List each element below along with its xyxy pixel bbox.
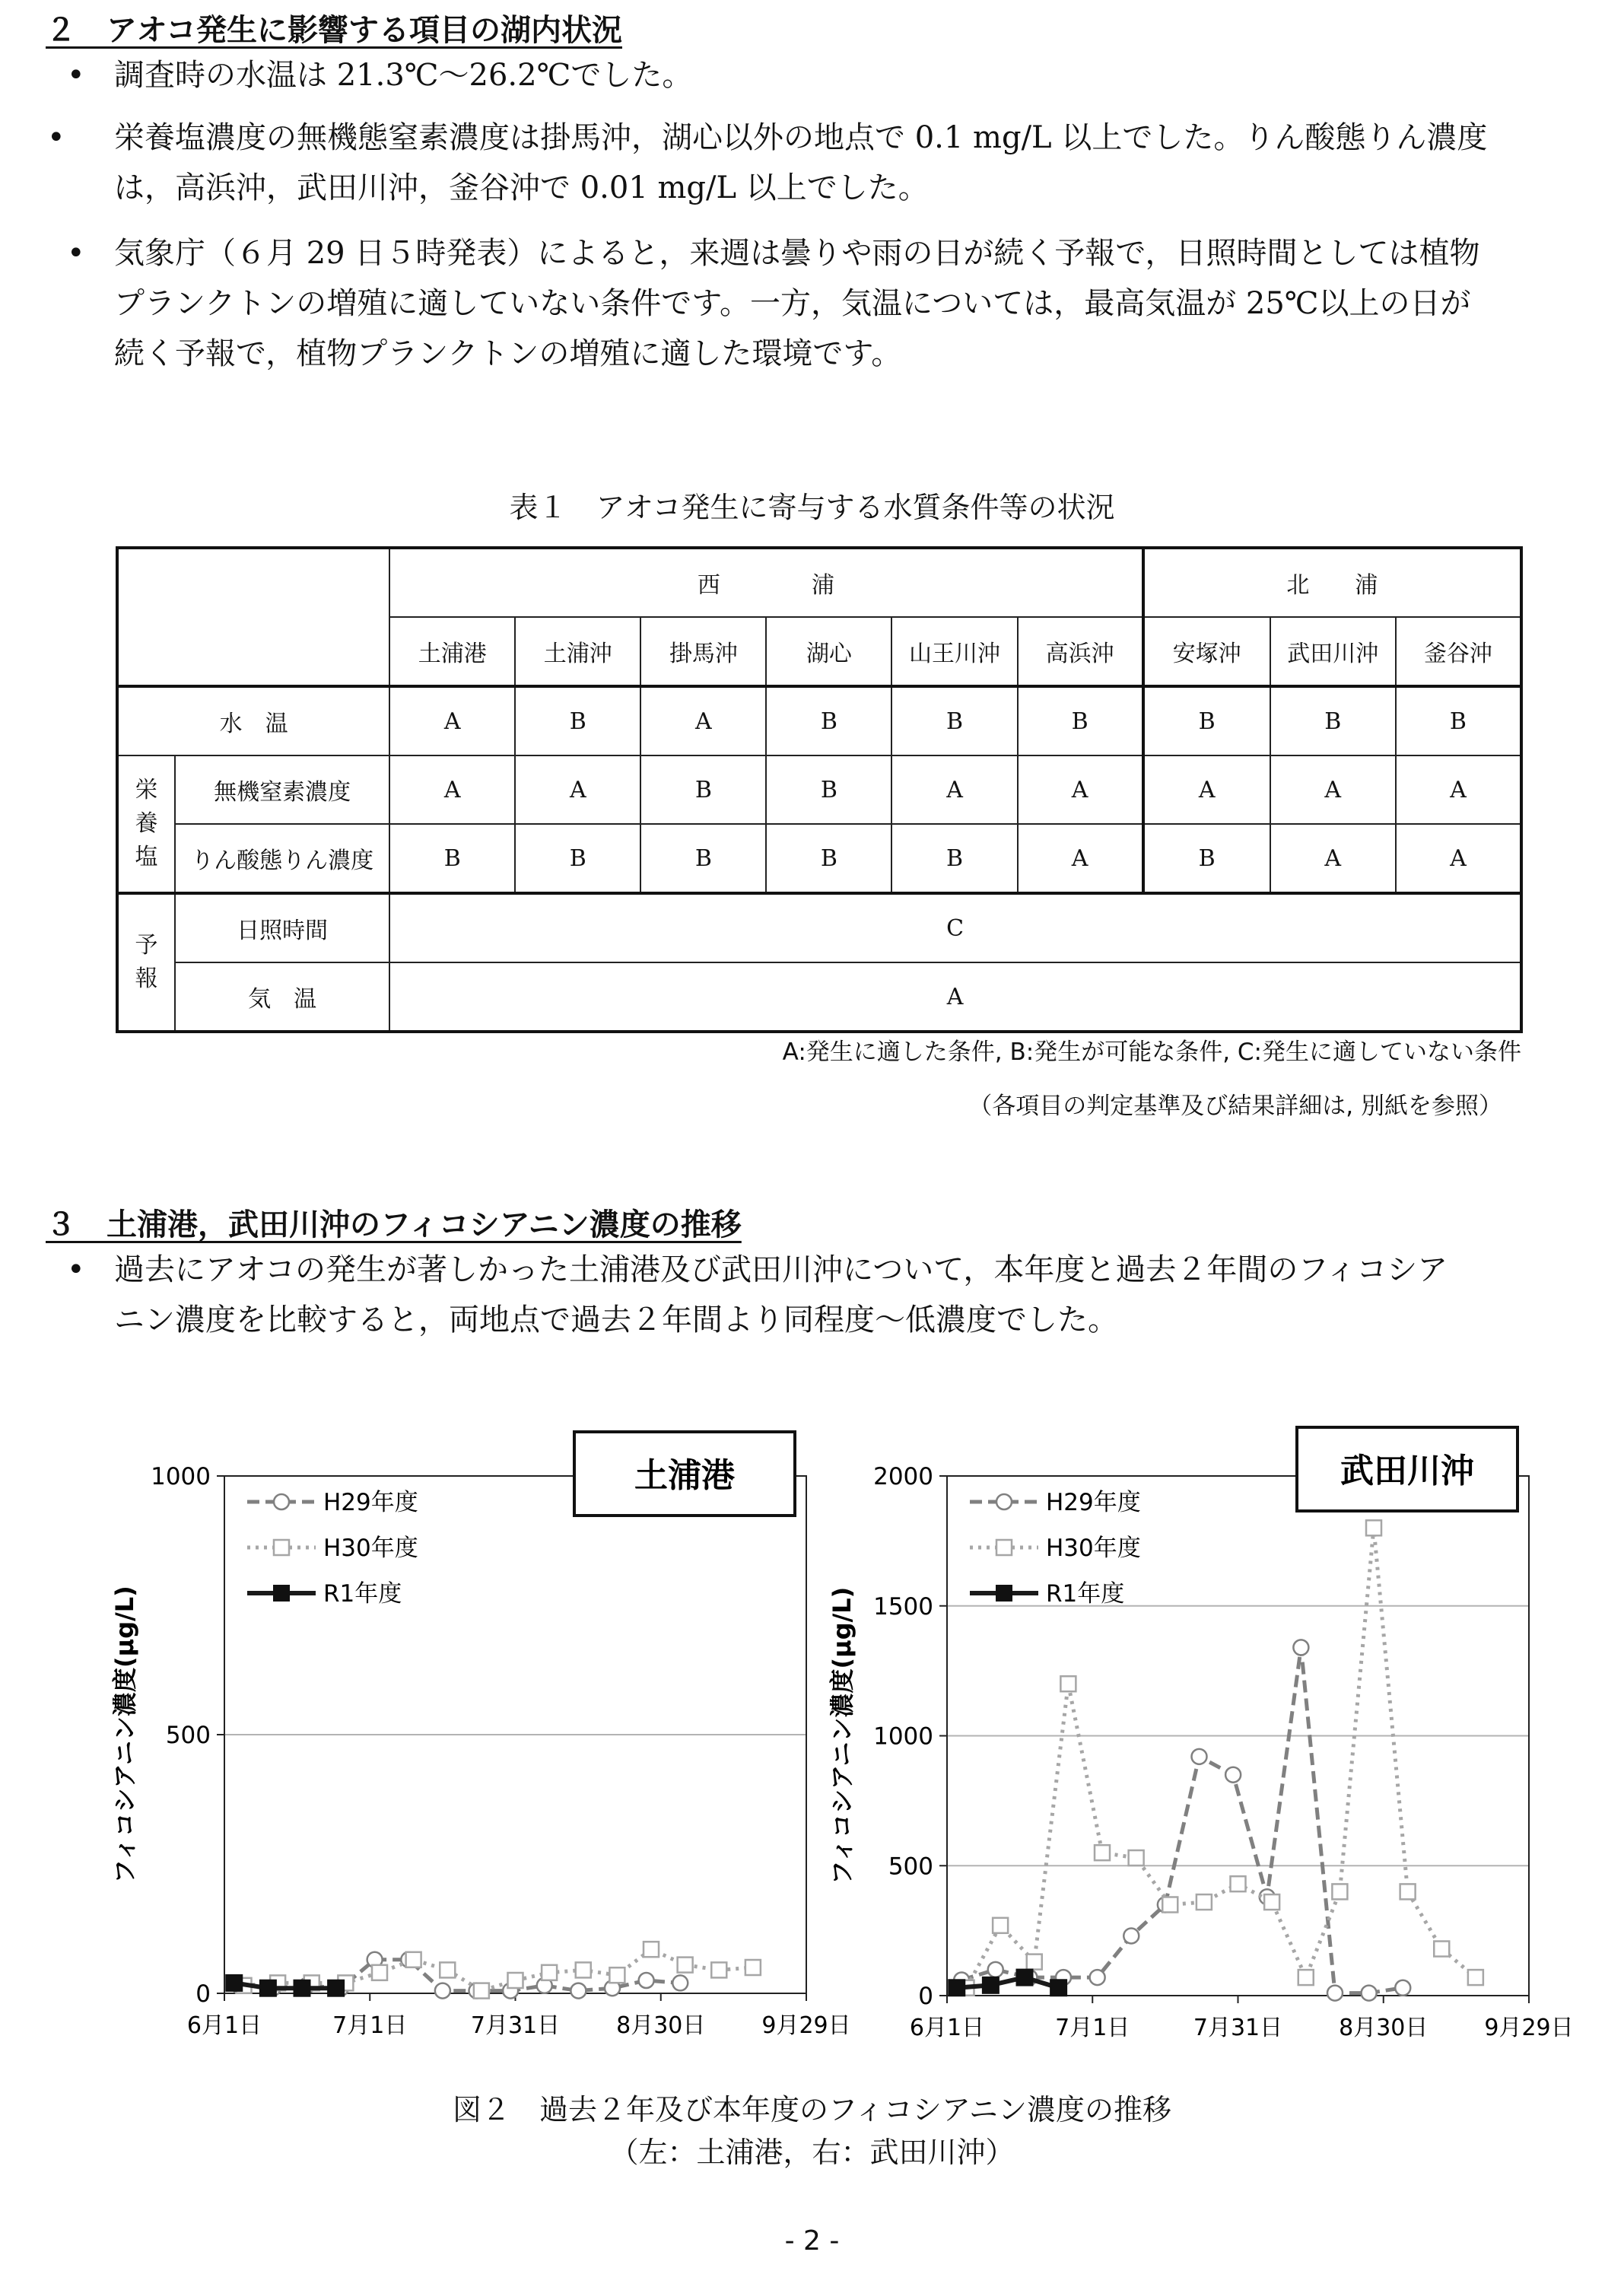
table-cell: A <box>1270 755 1396 824</box>
data-point <box>1050 1980 1067 1996</box>
figure2-subcaption: （左：土浦港，右：武田川沖） <box>609 2136 1015 2169</box>
row-label-water-temp: 水 温 <box>117 686 389 755</box>
row-group-nutrients: 栄 養 塩 <box>117 755 175 893</box>
data-point <box>570 1983 586 1999</box>
legend-marker <box>274 1494 289 1509</box>
data-point <box>1400 1884 1416 1899</box>
table-cell: B <box>1018 686 1143 755</box>
data-point <box>259 1980 276 1996</box>
data-point <box>1293 1640 1308 1655</box>
table-cell: B <box>766 755 891 824</box>
data-point <box>1090 1970 1105 1985</box>
section2-bullet-3 <box>67 228 1480 379</box>
table1-reference-note: （各項目の判定基準及び結果詳細は, 別紙を参照） <box>968 1093 1502 1120</box>
site-header: 土浦港 <box>389 617 515 686</box>
data-point <box>609 1967 624 1983</box>
data-point <box>1264 1894 1279 1910</box>
data-point <box>672 1975 688 1990</box>
data-point <box>226 1974 243 1991</box>
data-point <box>678 1958 693 1973</box>
legend-label: H30年度 <box>323 1535 418 1562</box>
legend-marker <box>996 1540 1012 1555</box>
bullet-line: は，高浜沖，武田川沖，釜谷沖で 0.01 mg/L 以上でした。 <box>114 170 929 205</box>
table-cell: A <box>1018 755 1143 824</box>
table-cell: A <box>1396 755 1521 824</box>
data-point <box>745 1960 761 1975</box>
table-cell: A <box>389 755 515 824</box>
section3-heading: ３ 土浦港，武田川沖のフィコシアニン濃度の推移 <box>46 1207 742 1242</box>
table-cell: B <box>515 824 640 893</box>
bullet-dot-icon: • <box>67 58 85 93</box>
figure2-caption: 図２ 過去２年及び本年度のフィコシアニン濃度の推移 <box>452 2093 1172 2126</box>
x-tick-label: 9月29日 <box>761 2012 851 2039</box>
table-cell: B <box>766 686 891 755</box>
bullet-line: プランクトンの増殖に適していない条件です。一方，気温については，最高気温が 25℃以上の日が <box>114 286 1471 321</box>
table-cell-air-temp: A <box>389 962 1521 1032</box>
data-point <box>1332 1884 1347 1899</box>
y-tick-label: 500 <box>888 1853 933 1881</box>
data-point <box>576 1962 591 1977</box>
data-point <box>711 1962 726 1977</box>
data-point <box>406 1952 421 1967</box>
section2-bullet-2 <box>47 113 1488 213</box>
y-tick-label: 1500 <box>873 1592 933 1621</box>
data-point <box>1327 1986 1343 2001</box>
table1-legend-note: A:発生に適した条件, B:発生が可能な条件, C:発生に適していない条件 <box>782 1039 1521 1066</box>
data-point <box>1027 1955 1042 1970</box>
chart-title: 土浦港 <box>634 1456 735 1495</box>
data-point <box>1197 1894 1212 1910</box>
legend-label: H30年度 <box>1046 1535 1141 1562</box>
group-header-north: 北 浦 <box>1143 548 1521 617</box>
site-header: 安塚沖 <box>1143 617 1270 686</box>
chart-tsuchiura <box>99 1415 851 2054</box>
legend-label: R1年度 <box>323 1580 402 1608</box>
bullet-dot-icon: • <box>67 1252 85 1287</box>
bullet-line: 過去にアオコの発生が著しかった土浦港及び武田川沖について，本年度と過去２年間のフィコシア <box>114 1252 1448 1287</box>
row-label-air-temp: 気 温 <box>175 962 389 1032</box>
data-point <box>1225 1767 1241 1783</box>
section2-bullet-1 <box>67 50 693 100</box>
bullet-line: ニン濃度を比較すると，両地点で過去２年間より同程度～低濃度でした。 <box>114 1303 1118 1338</box>
table-cell: A <box>1018 824 1143 893</box>
data-point <box>542 1965 557 1980</box>
table-cell: A <box>389 686 515 755</box>
data-point <box>474 1983 489 1999</box>
legend-label: R1年度 <box>1046 1580 1125 1608</box>
bullet-line: 続く予報で，植物プランクトンの増殖に適した環境です。 <box>114 336 902 371</box>
data-point <box>1362 1986 1377 2001</box>
x-tick-label: 6月1日 <box>186 2012 262 2039</box>
legend-marker <box>274 1540 289 1555</box>
bullet-dot-icon: • <box>47 120 65 155</box>
table-cell: B <box>1143 686 1270 755</box>
site-header: 釜谷沖 <box>1396 617 1521 686</box>
data-point <box>639 1973 654 1988</box>
row-group-forecast: 予 報 <box>117 893 175 1032</box>
row-label-phosphorus: りん酸態りん濃度 <box>175 824 389 893</box>
group-header-west: 西 浦 <box>389 548 1143 617</box>
x-tick-label: 8月30日 <box>616 2012 706 2039</box>
data-point <box>1060 1676 1076 1691</box>
data-point <box>1395 1980 1410 1996</box>
data-point <box>1016 1969 1033 1986</box>
section2-heading: ２ アオコ発生に影響する項目の湖内状況 <box>46 13 622 48</box>
site-header: 山王川沖 <box>891 617 1017 686</box>
data-point <box>440 1962 455 1977</box>
table-cell: B <box>389 824 515 893</box>
y-tick-label: 0 <box>195 1980 211 2008</box>
series-line-2 <box>967 1528 1476 1987</box>
site-header: 掛馬沖 <box>640 617 766 686</box>
data-point <box>1162 1897 1177 1912</box>
data-point <box>1468 1970 1483 1985</box>
table-cell: A <box>1396 824 1521 893</box>
table-corner-cell <box>117 548 389 686</box>
y-tick-label: 2000 <box>873 1463 933 1490</box>
table-cell: A <box>1143 755 1270 824</box>
x-tick-label: 9月29日 <box>1484 2015 1574 2041</box>
data-point <box>1366 1520 1381 1535</box>
site-header: 湖心 <box>766 617 891 686</box>
legend-marker <box>273 1585 290 1602</box>
table-cell: A <box>1270 824 1396 893</box>
data-point <box>1298 1970 1314 1985</box>
data-point <box>328 1980 345 1996</box>
site-header: 武田川沖 <box>1270 617 1396 686</box>
y-tick-label: 0 <box>918 1983 933 2010</box>
table-cell: B <box>515 686 640 755</box>
data-point <box>1434 1942 1449 1957</box>
table-cell: A <box>891 755 1017 824</box>
chart-title: 武田川沖 <box>1340 1452 1474 1490</box>
x-tick-label: 6月1日 <box>909 2015 985 2041</box>
x-tick-label: 7月1日 <box>1055 2015 1130 2041</box>
bullet-dot-icon: • <box>67 236 85 271</box>
table-cell: B <box>891 686 1017 755</box>
table-cell: A <box>640 686 766 755</box>
site-header: 高浜沖 <box>1018 617 1143 686</box>
section3-bullet <box>67 1245 1448 1345</box>
bullet-line: 栄養塩濃度の無機態窒素濃度は掛馬沖，湖心以外の地点で 0.1 mg/L 以上でした。りん酸態りん濃度 <box>114 120 1488 155</box>
data-point <box>644 1942 659 1957</box>
data-point <box>1129 1850 1144 1866</box>
x-tick-label: 8月30日 <box>1339 2015 1429 2041</box>
series-line-1 <box>961 1647 1403 1993</box>
row-label-nitrogen: 無機窒素濃度 <box>175 755 389 824</box>
table-cell: B <box>766 824 891 893</box>
data-point <box>993 1918 1008 1933</box>
x-tick-label: 7月1日 <box>332 2012 408 2039</box>
table-cell: B <box>1270 686 1396 755</box>
legend-marker <box>996 1494 1012 1509</box>
x-tick-label: 7月31日 <box>1193 2015 1283 2041</box>
table-cell-sunshine: C <box>389 893 1521 962</box>
table-cell: B <box>640 824 766 893</box>
data-point <box>435 1983 450 1999</box>
data-point <box>372 1965 387 1980</box>
row-label-sunshine: 日照時間 <box>175 893 389 962</box>
page-number: - 2 - <box>784 2225 840 2257</box>
data-point <box>949 1980 965 1996</box>
legend-label: H29年度 <box>1046 1489 1141 1516</box>
table1 <box>116 546 1523 1033</box>
data-point <box>1231 1876 1246 1891</box>
data-point <box>508 1973 523 1988</box>
y-tick-label: 1000 <box>151 1463 211 1490</box>
y-tick-label: 1000 <box>873 1722 933 1751</box>
site-header: 土浦沖 <box>515 617 640 686</box>
data-point <box>1192 1749 1207 1764</box>
table-cell: B <box>1143 824 1270 893</box>
y-axis-label: フィコシアニン濃度(μg/L) <box>828 1586 856 1885</box>
data-point <box>1123 1928 1139 1943</box>
table-cell: B <box>891 824 1017 893</box>
table-cell: B <box>640 755 766 824</box>
bullet-line: 調査時の水温は 21.3℃～26.2℃でした。 <box>114 58 693 93</box>
data-point <box>988 1962 1003 1977</box>
bullet-line: 気象庁（６月 29 日５時発表）によると，来週は曇りや雨の日が続く予報で，日照時間としては植物 <box>114 236 1480 271</box>
table1-caption: 表１ アオコ発生に寄与する水質条件等の状況 <box>509 491 1115 524</box>
data-point <box>982 1977 999 1993</box>
x-tick-label: 7月31日 <box>470 2012 561 2039</box>
y-tick-label: 500 <box>165 1722 211 1749</box>
legend-marker <box>996 1585 1012 1602</box>
table-cell: A <box>515 755 640 824</box>
data-point <box>294 1980 310 1996</box>
chart-takedagawa <box>822 1415 1597 2054</box>
table-cell: B <box>1396 686 1521 755</box>
y-axis-label: フィコシアニン濃度(μg/L) <box>110 1586 139 1884</box>
legend-label: H29年度 <box>323 1489 418 1516</box>
data-point <box>1095 1845 1110 1860</box>
